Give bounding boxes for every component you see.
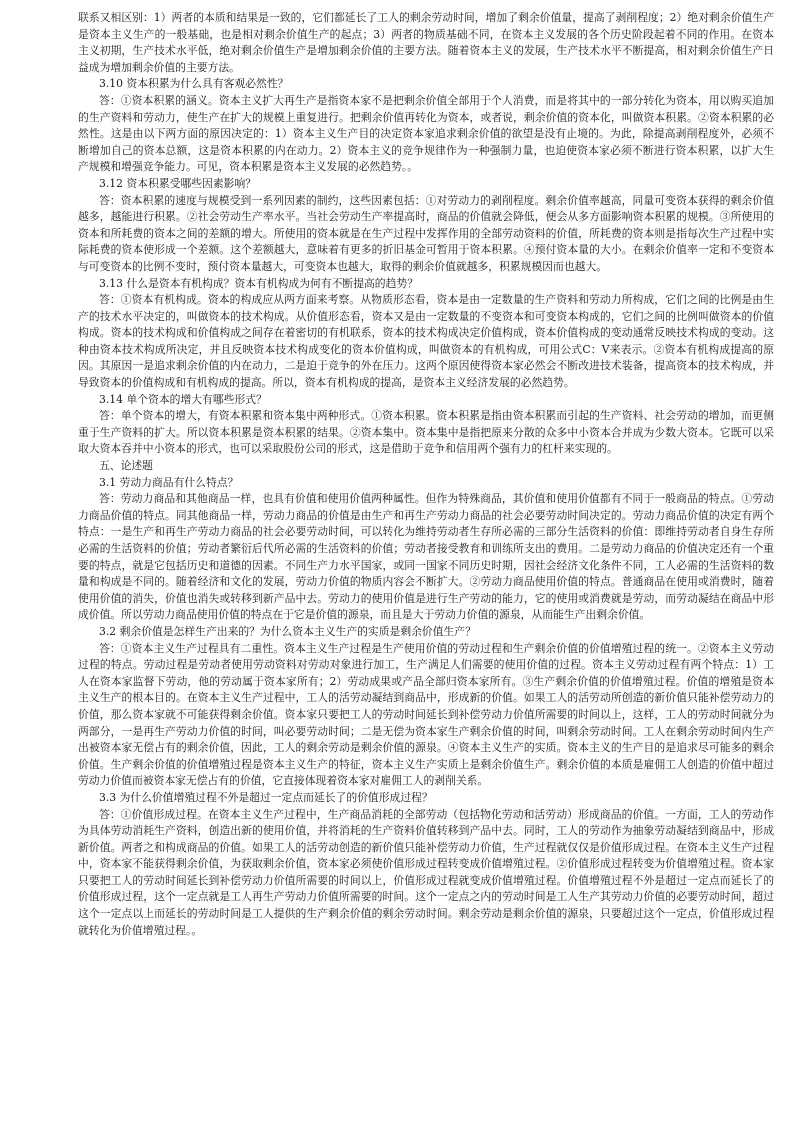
- question-heading-3-10: 3.10 资本积累为什么具有客观必然性？: [99, 77, 289, 91]
- paragraph-intro: 联系又相区别：1）两者的本质和结果是一致的，它们都延长了工人的剩余劳动时间，增加了剩余价值量，提高了剥削程度；2）绝对剩余价值生产是资本主义生产的一般基础，也是相对剩余价值生产的起点；3）两者的物质基础不同，在资本主义发展的各个历史阶段起着不同的作用。在资本主义初期，生产技术水平低，绝对剩余价值生产是增加剩余价值的主要方法。随着资本主义的发展，生产技术水平不断提高，相对剩余价值生产日益成为增加剩余价值的主要方法。: [78, 11, 774, 74]
- question-heading-3-12: 3.12 资本积累受哪些因素影响？: [99, 176, 257, 190]
- question-heading-3-14: 3.14 单个资本的增大有哪些形式？: [99, 392, 267, 406]
- answer-paragraph-3-10: 答：①资本积累的涵义。资本主义扩大再生产是指资本家不是把剩余价值全部用于个人消费，而是将其中的一部分转化为资本，用以购买追加的生产资料和劳动力，使生产在扩大的规模上重复进行。把剩余价值再转化为资本，或者说，剩余价值的资本化，叫做资本积累。②资本积累的必然性。这是由以下两方面的原因决定的：1）资本主义生产目的决定资本家追求剩余价值的欲望是没有止境的。为此，除提高剥削程度外，必须不断增加自己的资本总额，这是资本积累的内在动力。2）资本主义的竞争规律作为一种强制力量，也迫使资本家必须不断进行资本积累，以扩大生产规模和增强竞争能力。可见，资本积累是资本主义发展的必然趋势。。: [78, 93, 774, 174]
- answer-paragraph-3-13: 答：①资本有机构成。资本的构成应从两方面来考察。从物质形态看，资本是由一定数量的生产资料和劳动力所构成，它们之间的比例是由生产的技术水平决定的，叫做资本的技术构成。从价值形态看，资本又是由一定数量的不变资本和可变资本构成的，它们之间的比例叫做资本的价值构成。资本的技术构成和价值构成之间存在着密切的有机联系，资本的技术构成决定价值构成，资本价值构成的变动通常反映技术构成的变动。这种由资本技术构成所决定，并且反映资本技术构成变化的资本价值构成，叫做资本的有机构成，可用公式C：V来表示。②资本有机构成提高的原因。其原因一是追求剩余价值的内在动力，二是迫于竞争的外在压力。这两个原因使得资本家必然会不断改进技术装备，提高资本的技术构成，并导致资本的价值构成和有机构成的提高。所以，资本有机构成的提高，是资本主义经济发展的必然趋势。: [78, 293, 774, 390]
- question-heading-essay-3-2: 3.2 剩余价值是怎样生产出来的？为什么资本主义生产的实质是剩余价值生产？: [99, 624, 476, 638]
- section-heading-essay: 五、论述题: [99, 459, 153, 473]
- answer-paragraph-3-12: 答：资本积累的速度与规模受到一系列因素的制约，这些因素包括：①对劳动力的剥削程度。剩余价值率越高，同量可变资本获得的剩余价值越多，越能进行积累。②社会劳动生产率水平。当社会劳动生产率提高时，商品的价值就会降低，便会从多方面影响资本积累的规模。③所使用的资本和所耗费的资本之间的差额的增大。所使用的资本就是在生产过程中发挥作用的全部劳动资料的价值，所耗费的资本则是指每次生产过程中实际耗费的资本使形成一个差额。这个差额越大，意味着有更多的折旧基金可暂用于资本积累。④预付资本量的大小。在剩余价值率一定和不变资本与可变资本的比例不变时，预付资本量越大，可变资本也越大，取得的剩余价值就越多，积累规模因而也越大。: [78, 193, 774, 273]
- answer-paragraph-3-14: 答：单个资本的增大，有资本积累和资本集中两种形式。①资本积累。资本积累是指由资本积累而引起的生产资料、社会劳动的增加，而更侧重于生产资料的扩大。所以资本积累是资本积累的结果。②资本集中。资本集中是指把原来分散的众多中小资本合并成为少数大资本。它既可以采取大资本吞并中小资本的形式，也可以采取股份公司的形式，这是借助于竞争和信用两个强有力的杠杆来实现的。: [78, 409, 774, 456]
- answer-paragraph-essay-3-1: 答：劳动力商品和其他商品一样，也具有价值和使用价值两种属性。但作为特殊商品，其价值和使用价值都有不同于一般商品的特点。①劳动力商品价值的特点。同其他商品一样，劳动力商品的价值是由生产和再生产劳动力商品的社会必要劳动时间决定的。劳动力商品价值的决定有两个特点：一是生产和再生产劳动力商品的社会必要劳动时间，可以转化为维持劳动者生存所必需的三部分生活资料的价值：即维持劳动者自身生存所必需的生活资料的价值；劳动者繁衍后代所必需的生活资料的价值；劳动者接受教育和训练所支出的费用。二是劳动力商品的价值决定还有一个重要的特点，就是它包括历史和道德的因素。不同生产力水平国家，或同一国家不同历史时期，因社会经济文化条件不同，工人必需的生活资料的数量和构成是不同的。随着经济和文化的发展，劳动力价值的物质内容会不断扩大。②劳动力商品使用价值的特点。普通商品在使用或消费时，随着使用价值的消失，价值也消失或转移到新产品中去。劳动力的使用价值是进行生产劳动的能力，它的使用或消费就是劳动，而劳动凝结在商品中形成价值。所以劳动力商品使用价值的特点在于它是价值的源泉，而且是大于劳动力价值的源泉，从而能生产出剩余价值。: [78, 492, 774, 622]
- question-heading-3-13: 3.13 什么是资本有机构成？资本有机构成为何有不断提高的趋势？: [99, 276, 418, 290]
- answer-paragraph-essay-3-3: 答：①价值形成过程。在资本主义生产过程中，生产商品消耗的全部劳动（包括物化劳动和活劳动）形成商品的价值。一方面，工人的劳动作为具体劳动消耗生产资料，创造出新的使用价值，并将消耗的生产资料价值转移到产品中去。同时，工人的劳动作为抽象劳动凝结到商品中，形成新价值。两者之和构成商品的价值。如果工人的活劳动创造的新价值只能补偿劳动力价值，生产过程就仅仅是价值形成过程。在资本主义生产过程中，资本家不能获得剩余价值，为获取剩余价值，资本家必须使价值形成过程转变成价值增殖过程。②价值形成过程转变为价值增殖过程。资本家只要把工人的劳动时间延长到补偿劳动力价值所需要的时间以上，价值形成过程就变成价值增殖过程。价值增殖过程不外是超过一定点而延长了的价值形成过程，这个一定点就是工人再生产劳动力价值所需要的时间。这个一定点之内的劳动时间是工人生产其劳动力价值的必要劳动时间，超过这个一定点以上而延长的劳动时间是工人提供的生产剩余价值的剩余劳动时间。剩余劳动是剩余价值的源泉，只要超过这个一定点，价值形成过程就转化为价值增殖过程。。: [78, 807, 774, 937]
- question-heading-essay-3-1: 3.1 劳动力商品有什么特点？: [99, 475, 239, 489]
- question-heading-essay-3-3: 3.3 为什么价值增殖过程不外是超过一定点而延长了的价值形成过程？: [99, 790, 433, 804]
- answer-paragraph-essay-3-2: 答：①资本主义生产过程具有二重性。资本主义生产过程是生产使用价值的劳动过程和生产剩余价值的价值增殖过程的统一。②资本主义劳动过程的特点。劳动过程是劳动者使用劳动资料对劳动对象进行加工，生产满足人们需要的使用价值的过程。资本主义劳动过程有两个特点：1）工人在资本家监督下劳动，他的劳动属于资本家所有；2）劳动成果或产品全部归资本家所有。③生产剩余价值的价值增殖过程。价值的增殖是资本主义生产的根本目的。在资本主义生产过程中，工人的活劳动凝结到商品中，形成新的价值。如果工人的活劳动所创造的新价值只能补偿劳动力的价值，那么资本家就不可能获得剩余价值。资本家只要把工人的劳动时间延长到补偿劳动力价值所需要的时间以上，这样，工人的劳动时间就分为两部分，一是再生产劳动力价值的时间，叫必要劳动时间；二是无偿为资本家生产剩余价值的时间，叫剩余劳动时间。工人在剩余劳动时间内生产出被资本家无偿占有的剩余价值，因此，工人的剩余劳动是剩余价值的源泉。④资本主义生产的实质。资本主义的生产目的是追求尽可能多的剩余价值。生产剩余价值的价值增殖过程是资本主义生产的特征，资本主义生产实质上是剩余价值生产。剩余价值的本质是雇佣工人创造的价值中超过劳动力价值而被资本家无偿占有的价值，它直接体现着资本家对雇佣工人的剥削关系。: [78, 641, 774, 788]
